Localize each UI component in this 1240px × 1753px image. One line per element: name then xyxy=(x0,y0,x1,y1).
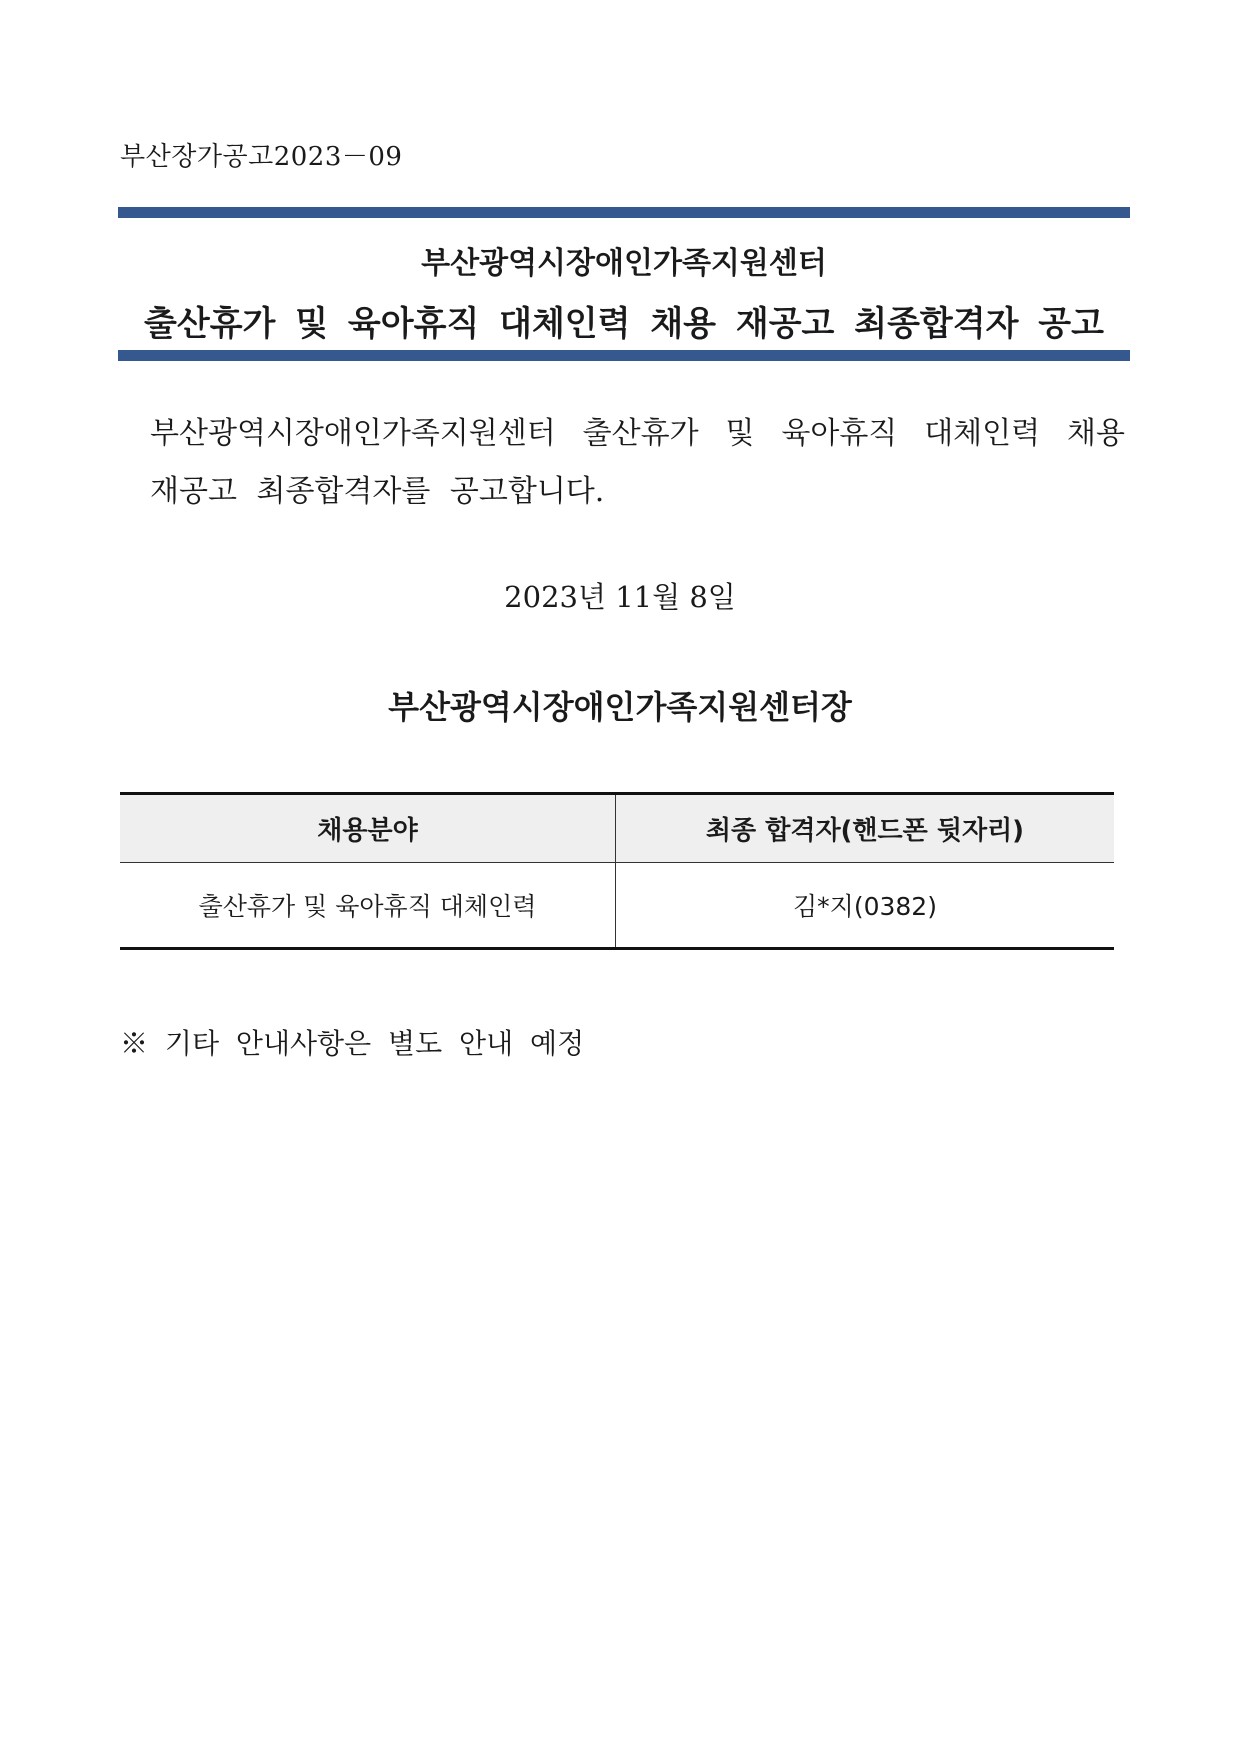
title-bottom-rule xyxy=(118,350,1130,361)
header-final-applicant: 최종 합격자(핸드폰 뒷자리) xyxy=(616,794,1115,863)
organization-title: 부산광역시장애인가족지원센터 xyxy=(421,246,827,281)
cell-recruitment-field: 출산휴가 및 육아휴직 대체인력 xyxy=(120,863,616,949)
header-recruitment-field: 채용분야 xyxy=(120,794,616,863)
additional-note: ※ 기타 안내사항은 별도 안내 예정 xyxy=(120,1027,585,1060)
table-header-row xyxy=(120,794,1114,863)
notice-body: 부산광역시장애인가족지원센터 출산휴가 및 육아휴직 대체인력 채용 재공고 최종합격자를 공고합니다. xyxy=(150,416,1125,509)
document-number: 부산장가공고2023－09 xyxy=(120,142,403,172)
cell-final-applicant: 김*지(0382) xyxy=(793,892,937,921)
table-row xyxy=(120,863,1114,949)
notice-title: 출산휴가 및 육아휴직 대체인력 채용 재공고 최종합격자 공고 xyxy=(144,304,1104,344)
signer: 부산광역시장애인가족지원센터장 xyxy=(388,688,852,726)
result-table xyxy=(120,792,1114,950)
notice-date: 2023년 11월 8일 xyxy=(504,580,736,614)
title-top-rule xyxy=(118,207,1130,218)
